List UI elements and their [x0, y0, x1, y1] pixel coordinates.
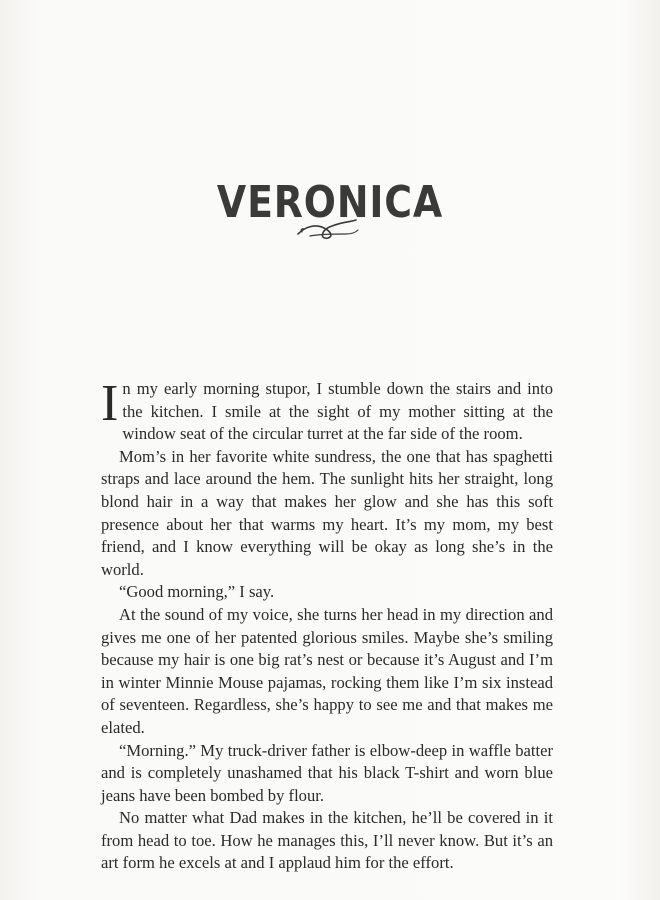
drop-cap: I: [101, 375, 119, 432]
paragraph-text: n my early morning stupor, I stumble down the stairs and into the kitchen. I smile at the sight of my mother sitting at the window seat of the circular turret at the far side of the room.: [122, 379, 553, 444]
flourish-icon: [290, 210, 370, 246]
paragraph-4: At the sound of my voice, she turns her head in my direction and gives me one of her patented glorious smiles. Maybe she’s smiling because my hair is one big rat’s nest or because it’s August and I’m in winter Minnie Mouse pajamas, rocking them like I’m six instead of seventeen. Regardless, she’s happy to see me and that makes me elated.: [101, 604, 553, 737]
chapter-body: [101, 375, 553, 875]
paragraph-6: No matter what Dad makes in the kitchen, he’ll be covered in it from head to toe. How he manages this, I’ll never know. But it’s an art form he excels at and I applaud him for the effort.: [101, 808, 553, 873]
paragraph-1: [101, 375, 553, 446]
chapter-title: VERONICA: [216, 177, 444, 229]
paragraph-2: Mom’s in her favorite white sundress, the one that has spaghetti straps and lace around the hem. The sunlight hits her straight, long blond hair in a way that makes her glow and she has this soft presence about her that warms my heart. It’s my mom, my best friend, and I know everything will be okay as long she’s in the world.: [101, 446, 553, 579]
paragraph-3: “Good morning,” I say.: [119, 582, 275, 602]
paragraph-5: “Morning.” My truck-driver father is elbow-deep in waffle batter and is completely unashamed that his black T-shirt and worn blue jeans have been bombed by flour.: [101, 740, 553, 805]
